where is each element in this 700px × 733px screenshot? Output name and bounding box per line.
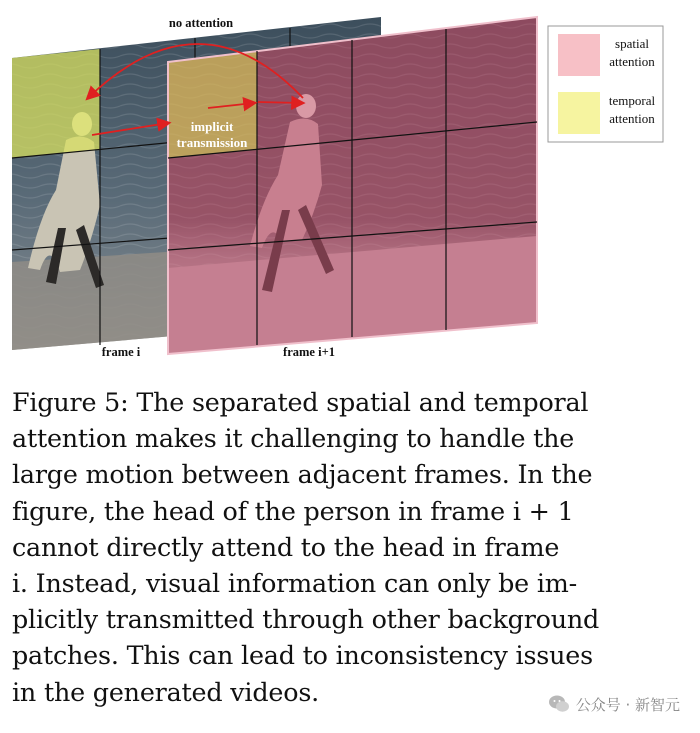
caption-line: in the generated videos. — [12, 676, 320, 707]
implicit-label-line2: transmission — [176, 135, 248, 150]
caption-line: i. Instead, visual information can only be im- — [12, 568, 578, 599]
caption-line: patches. This can lead to inconsistency issues — [12, 640, 593, 671]
watermark — [548, 693, 680, 715]
caption-line: cannot directly attend to the head in frame — [12, 531, 560, 562]
legend-spatial-line1: spatial — [615, 36, 649, 51]
legend-temporal-line2: attention — [609, 111, 655, 126]
legend — [548, 26, 663, 142]
temporal-attention-patch-frame-i — [12, 49, 100, 158]
wechat-icon — [548, 693, 570, 715]
temporal-attention-swatch — [558, 92, 600, 134]
no-attention-label: no attention — [168, 16, 234, 30]
caption-line: large motion between adjacent frames. In the — [12, 459, 593, 490]
frame-i-label: frame i — [101, 345, 141, 359]
frame-i-plus-1-panel — [168, 17, 537, 354]
watermark-text: 公众号 · 新智元 — [575, 695, 680, 714]
caption-line: figure, the head of the person in frame i + 1 — [12, 495, 574, 526]
frame-i-plus-1-label: frame i+1 — [283, 345, 335, 359]
caption-line: attention makes it challenging to handle the — [12, 423, 575, 454]
implicit-arrow-3 — [258, 102, 302, 103]
legend-temporal-line1: temporal — [608, 93, 656, 108]
caption-line: plicitly transmitted through other background — [12, 604, 600, 635]
spatial-attention-swatch — [558, 34, 600, 76]
figure-caption — [12, 384, 688, 710]
legend-spatial-line2: attention — [609, 54, 655, 69]
implicit-label-line1: implicit — [190, 119, 234, 134]
caption-line: Figure 5: The separated spatial and temporal — [12, 387, 589, 417]
